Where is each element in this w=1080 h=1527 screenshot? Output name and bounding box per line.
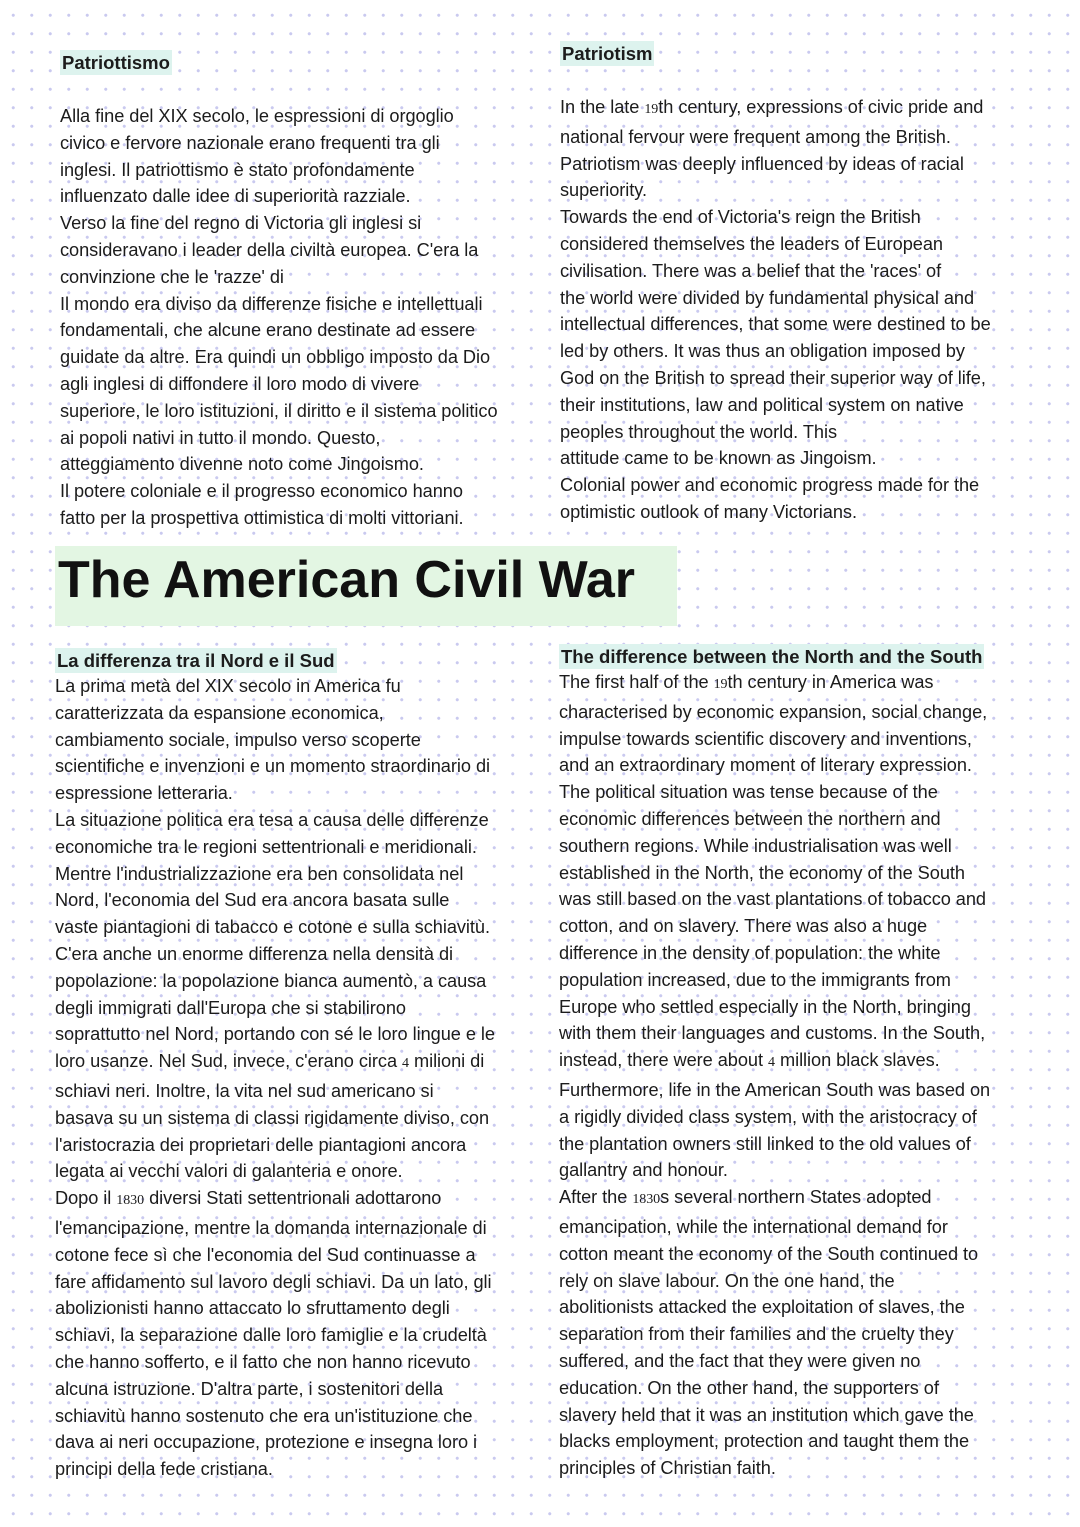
- text-line: cotone fece sì che l'economia del Sud continuasse a: [55, 1244, 476, 1265]
- numeral: 19: [644, 102, 659, 117]
- text-line: suffered, and the fact that they were given no: [559, 1350, 921, 1371]
- text-line: scientifiche e invenzioni e un momento straordinario di: [55, 756, 490, 777]
- text-line: cambiamento sociale, impulso verso scoperte: [55, 729, 421, 750]
- text-line: was still based on the vast plantations of tobacco and: [559, 889, 986, 910]
- text-line: schiavi, la separazione dalle loro famiglie e la crudeltà: [55, 1325, 487, 1346]
- numeral: 1830: [632, 1192, 661, 1208]
- text-line: che hanno sofferto, e il fatto che non hanno ricevuto: [55, 1351, 471, 1372]
- text-line: national fervour were frequent among the British.: [560, 126, 951, 147]
- text-line: established in the North, the economy of the South: [559, 862, 965, 883]
- text-line: impulse towards scientific discovery and inventions,: [559, 728, 972, 749]
- text-line: civico e fervore nazionale erano frequenti tra gli: [60, 132, 440, 153]
- text-line: inglesi. Il patriottismo è stato profondamente: [60, 159, 415, 180]
- text-line: peoples throughout the world. This: [560, 421, 838, 442]
- text-line: dava ai neri occupazione, protezione e insegna loro i: [55, 1432, 478, 1453]
- text-line: led by others. It was thus an obligation imposed by: [560, 341, 965, 362]
- text-line: guidate da altre. Era quindi un obbligo imposto da Dio: [60, 347, 491, 368]
- text-line: Dopo il 1830 diversi Stati settentrionali adottarono: [55, 1188, 442, 1209]
- text-line: The first half of the 19th century in America was: [559, 672, 934, 692]
- text-line: difference in the density of population: the white: [559, 942, 941, 963]
- patriotism-paragraph: [560, 94, 1035, 526]
- text-line: loro usanze. Nel Sud, invece, c'erano circa 4 milioni di: [55, 1051, 485, 1072]
- text-line: fatto per la prospettiva ottimistica di molti vittoriani.: [60, 507, 464, 528]
- text-line: the world were divided by fundamental physical and: [560, 287, 975, 308]
- text-line: degli immigrati dall'Europa che si stabilirono: [55, 997, 406, 1018]
- text-line: vaste piantagioni di tabacco e cotone e sulla schiavitù.: [55, 917, 490, 938]
- text-line: Colonial power and economic progress made for the: [560, 475, 980, 496]
- page-title: The American Civil War: [58, 551, 635, 609]
- text-line: l'emancipazione, mentre la domanda internazionale di: [55, 1217, 487, 1238]
- text-line: Nord, l'economia del Sud era ancora basata sulle: [55, 890, 450, 911]
- text-line: Il potere coloniale e il progresso economico hanno: [60, 481, 463, 502]
- text-line: espressione letteraria.: [55, 783, 233, 804]
- text-line: cotton, and on slavery. There was also a huge: [559, 916, 928, 937]
- text-line: basava su un sistema di classi rigidamente diviso, con: [55, 1107, 490, 1128]
- text-line: atteggiamento divenne noto come Jingoismo.: [60, 454, 424, 475]
- patriottismo-paragraph: [60, 103, 530, 532]
- text-line: slavery held that it was an institution which gave the: [559, 1404, 974, 1425]
- difference-paragraph: [559, 669, 1034, 1482]
- text-line: instead, there were about 4 million black slaves.: [559, 1050, 940, 1071]
- text-line: C'era anche un enorme differenza nella densità di: [55, 943, 454, 964]
- text-line: l'aristocrazia dei proprietari delle piantagioni ancora: [55, 1134, 467, 1155]
- numeral: 4: [402, 1056, 409, 1072]
- difference-heading: The difference between the North and the South: [561, 646, 983, 667]
- text-line: Furthermore, life in the American South was based on: [559, 1079, 991, 1100]
- text-line: soprattutto nel Nord, portando con sé le loro lingue e le: [55, 1024, 495, 1045]
- text-line: principi della fede cristiana.: [55, 1459, 273, 1480]
- text-line: abolitionists attacked the exploitation of slaves, the: [559, 1297, 965, 1318]
- differenza-heading: La differenza tra il Nord e il Sud: [57, 650, 335, 671]
- text-line: Verso la fine del regno di Victoria gli inglesi si: [60, 213, 422, 234]
- text-line: cotton meant the economy of the South continued to: [559, 1243, 979, 1264]
- text-line: Europe who settled especially in the North, bringing: [559, 996, 971, 1017]
- text-line: alcuna istruzione. D'altra parte, i sostenitori della: [55, 1378, 444, 1399]
- difference-section: [559, 644, 1034, 1482]
- text-line: emancipation, while the international demand for: [559, 1216, 948, 1237]
- text-line: southern regions. While industrialisation was well: [559, 835, 952, 856]
- text-line: population increased, due to the immigrants from: [559, 969, 951, 990]
- text-line: La situazione politica era tesa a causa delle differenze: [55, 809, 489, 830]
- text-line: gallantry and honour.: [559, 1160, 728, 1181]
- text-line: In the late 19th century, expressions of civic pride and: [560, 97, 984, 117]
- text-line: abolizionisti hanno attaccato lo sfruttamento degli: [55, 1298, 450, 1319]
- text-line: fare affidamento sul lavoro degli schiavi. Da un lato, gli: [55, 1271, 492, 1292]
- text-line: La prima metà del XIX secolo in America fu: [55, 676, 401, 696]
- patriottismo-heading: Patriottismo: [62, 52, 170, 73]
- text-line: rely on slave labour. On the one hand, the: [559, 1270, 895, 1291]
- text-line: God on the British to spread their superior way of life,: [560, 367, 986, 388]
- text-line: Patriotism was deeply influenced by ideas of racial: [560, 153, 964, 174]
- text-line: Towards the end of Victoria's reign the British: [560, 207, 921, 228]
- text-line: fondamentali, che alcune erano destinate ad essere: [60, 320, 476, 341]
- text-line: and an extraordinary moment of literary expression.: [559, 755, 972, 776]
- differenza-section: [55, 648, 525, 1483]
- text-line: considered themselves the leaders of European: [560, 233, 943, 254]
- text-line: agli inglesi di diffondere il loro modo di vivere: [60, 373, 420, 394]
- text-line: The political situation was tense because of the: [559, 782, 938, 803]
- text-line: separation from their families and the cruelty they: [559, 1324, 954, 1345]
- text-line: superiore, le loro istituzioni, il diritto e il sistema politico: [60, 400, 498, 421]
- text-line: caratterizzata da espansione economica,: [55, 702, 384, 723]
- numeral: 1830: [116, 1193, 145, 1209]
- text-line: consideravano i leader della civiltà europea. C'era la: [60, 239, 479, 260]
- text-line: Mentre l'industrializzazione era ben consolidata nel: [55, 863, 464, 884]
- text-line: popolazione: la popolazione bianca aumentò, a causa: [55, 970, 487, 991]
- patriotism-heading: Patriotism: [562, 43, 653, 64]
- numeral: 19: [713, 677, 728, 692]
- title-highlight: [55, 546, 677, 626]
- text-line: economic differences between the northern and: [559, 808, 941, 829]
- text-line: attitude came to be known as Jingoism.: [560, 448, 877, 469]
- text-line: with them their languages and customs. In the South,: [559, 1023, 986, 1044]
- text-line: economiche tra le regioni settentrionali e meridionali.: [55, 836, 477, 857]
- text-line: schiavi neri. Inoltre, la vita nel sud americano si: [55, 1080, 434, 1101]
- text-line: schiavitù hanno sostenuto che era un'istituzione che: [55, 1405, 473, 1426]
- text-line: the plantation owners still linked to the old values of: [559, 1133, 971, 1154]
- text-line: superiority.: [560, 180, 647, 201]
- text-line: After the 1830s several northern States adopted: [559, 1187, 932, 1208]
- text-line: a rigidly divided class system, with the aristocracy of: [559, 1106, 977, 1127]
- text-line: their institutions, law and political system on native: [560, 394, 964, 415]
- text-line: characterised by economic expansion, social change,: [559, 701, 988, 722]
- text-line: optimistic outlook of many Victorians.: [560, 501, 857, 522]
- patriottismo-section: [60, 50, 530, 532]
- patriotism-section: [560, 41, 1035, 526]
- text-line: Il mondo era diviso da differenze fisiche e intellettuali: [60, 293, 483, 314]
- differenza-paragraph: [55, 673, 525, 1483]
- text-line: convinzione che le 'razze' di: [60, 266, 284, 287]
- text-line: legata ai vecchi valori di galanteria e onore.: [55, 1161, 403, 1182]
- text-line: blacks employment, protection and taught them the: [559, 1431, 970, 1452]
- text-line: principles of Christian faith.: [559, 1458, 776, 1479]
- text-line: intellectual differences, that some were destined to be: [560, 314, 991, 335]
- text-line: Alla fine del XIX secolo, le espressioni di orgoglio: [60, 106, 454, 126]
- numeral: 4: [768, 1055, 775, 1071]
- text-line: education. On the other hand, the supporters of: [559, 1377, 939, 1398]
- text-line: civilisation. There was a belief that the 'races' of: [560, 260, 942, 281]
- text-line: influenzato dalle idee di superiorità razziale.: [60, 186, 411, 207]
- text-line: ai popoli nativi in tutto il mondo. Questo,: [60, 427, 381, 448]
